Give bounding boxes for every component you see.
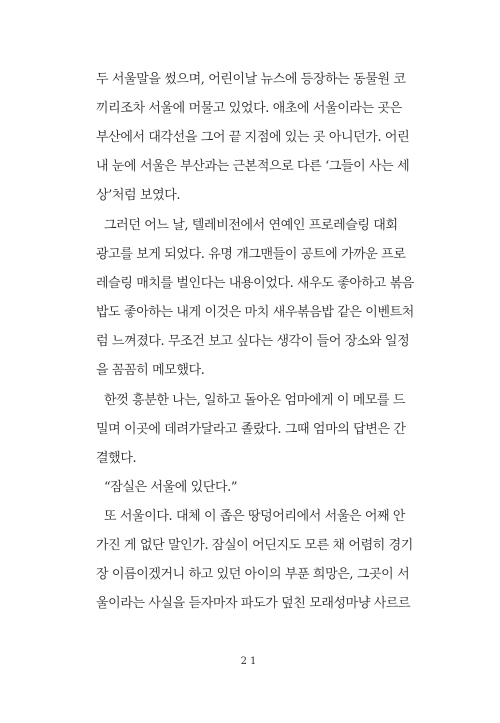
dialogue-line: “잠실은 서울에 있단다.” (104, 480, 238, 495)
paragraph-first-line: 한껏 흥분한 나는, 일하고 돌아온 엄마에게 이 메모를 드 (104, 393, 406, 408)
text-line: 내 눈에 서울은 부산과는 근본적으로 다른 ‘그들이 사는 세 (96, 159, 410, 174)
text-line: 부산에서 대각선을 그어 끝 지점에 있는 곳 아니던가. 어린 (96, 130, 410, 145)
text-line: 밥도 좋아하는 내게 이것은 마치 새우볶음밥 같은 이벤트처 (96, 305, 414, 320)
paragraph-first-line: 또 서울이다. 대체 이 좁은 땅덩어리에서 서울은 어째 안 (104, 509, 406, 524)
text-line: 가진 게 없단 말인가. 잠실이 어딘지도 모른 채 어렴히 경기 (96, 538, 413, 553)
paragraph-first-line: 그러던 어느 날, 텔레비전에서 연예인 프로레슬링 대회 (104, 218, 398, 233)
text-line: 결했다. (96, 451, 137, 466)
text-line: 끼리조차 서울에 머물고 있었다. 애초에 서울이라는 곳은 (96, 101, 402, 116)
text-line: 을 꼼꼼히 메모했다. (96, 363, 205, 378)
text-line: 레슬링 매치를 벌인다는 내용이었다. 새우도 좋아하고 볶음 (96, 276, 414, 291)
text-line: 장 이름이겠거니 하고 있던 아이의 부푼 희망은, 그곳이 서 (96, 567, 410, 582)
text-line: 광고를 보게 되었다. 유명 개그맨들이 공트에 가까운 프로 (96, 247, 406, 262)
text-line: 럼 느껴졌다. 무조건 보고 싶다는 생각이 들어 장소와 일정 (96, 334, 410, 349)
text-line: 밀며 이곳에 데려가달라고 졸랐다. 그때 엄마의 답변은 간 (96, 422, 406, 437)
page-number: 21 (240, 656, 260, 667)
text-line: 두 서울말을 썼으며, 어린이날 뉴스에 등장하는 동물원 코 (96, 72, 406, 87)
text-line: 울이라는 사실을 듣자마자 파도가 덮친 모래성마냥 사르르 (96, 596, 411, 611)
text-line: 상’처럼 보였다. (96, 188, 181, 203)
